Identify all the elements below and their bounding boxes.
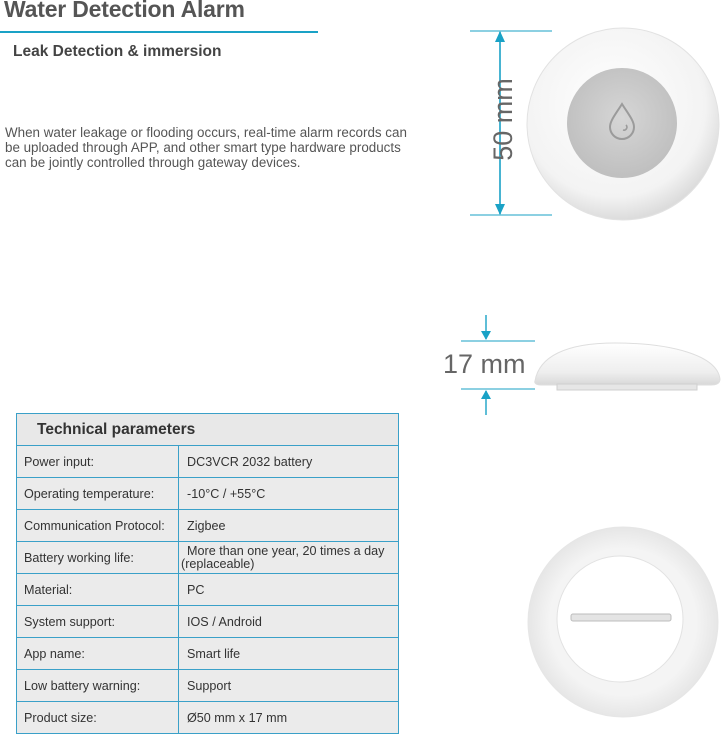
diameter-label: 50 mm <box>487 78 518 161</box>
param-value: Ø50 mm x 17 mm <box>187 710 288 725</box>
param-name: System support: <box>17 606 179 637</box>
param-name: Product size: <box>17 702 179 733</box>
table-row <box>17 702 398 733</box>
table-row <box>17 638 398 670</box>
param-name: Battery working life: <box>17 542 179 573</box>
param-name: Material: <box>17 574 179 605</box>
param-value: PC <box>187 582 205 597</box>
product-description: When water leakage or flooding occurs, real-time alarm records can be uploaded through APP, and other smart type hardware products can be jointly controlled through gateway devices. <box>5 125 407 170</box>
param-value: More than one year, 20 times a day (replaceable) <box>181 543 385 571</box>
param-value: Smart life <box>187 646 241 661</box>
device-bottom-view-image <box>526 525 722 721</box>
param-name: App name: <box>17 638 179 669</box>
table-row <box>17 542 398 574</box>
table-row <box>17 510 398 542</box>
page-subtitle: Leak Detection & immersion <box>13 43 222 60</box>
param-name: Power input: <box>17 446 179 477</box>
param-value: Zigbee <box>187 518 226 533</box>
table-row <box>17 446 398 478</box>
param-value: DC3VCR 2032 battery <box>187 454 313 469</box>
param-value: IOS / Android <box>187 614 262 629</box>
page-title: Water Detection Alarm <box>4 0 245 22</box>
height-label: 17 mm <box>443 349 526 379</box>
param-name: Low battery warning: <box>17 670 179 701</box>
table-row <box>17 670 398 702</box>
table-heading: Technical parameters <box>17 414 398 446</box>
param-value: Support <box>187 678 232 693</box>
param-name: Communication Protocol: <box>17 510 179 541</box>
technical-parameters-table <box>16 413 399 734</box>
table-row <box>17 606 398 638</box>
table-row <box>17 478 398 510</box>
title-underline <box>0 31 318 33</box>
table-row <box>17 574 398 606</box>
param-value: -10°C / +55°C <box>187 486 266 501</box>
param-name: Operating temperature: <box>17 478 179 509</box>
